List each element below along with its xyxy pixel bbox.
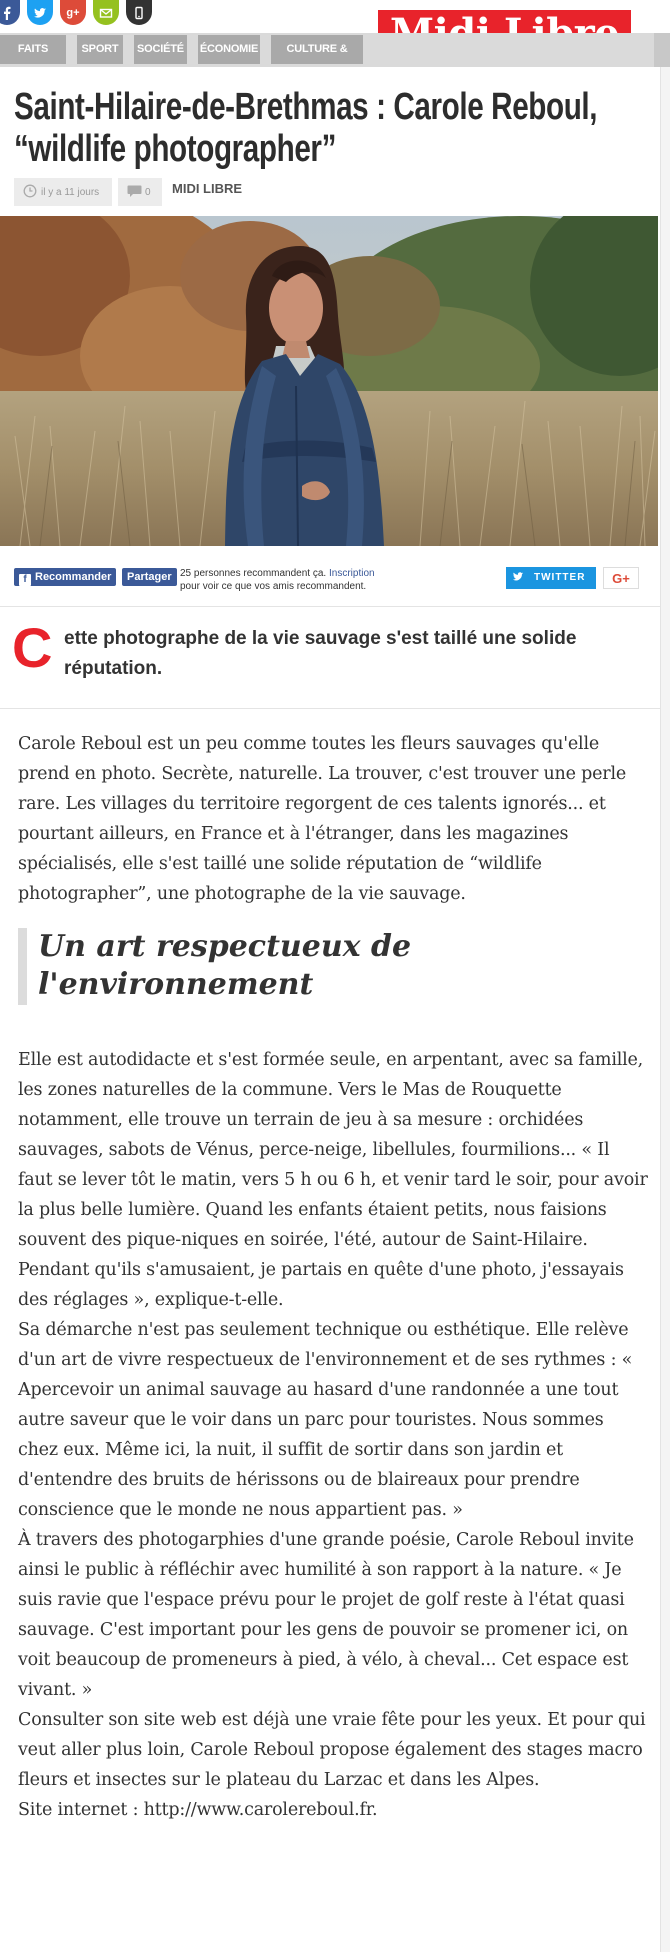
comment-icon <box>127 185 142 200</box>
article-source: MIDI LIBRE <box>172 181 243 196</box>
chapo-dropcap: C <box>12 616 53 679</box>
divider-top <box>0 606 660 607</box>
nav-societe[interactable]: SOCIÉTÉ <box>134 35 187 64</box>
paragraph-1: Carole Reboul est un peu comme toutes les fleurs sauvages qu'elle prend en photo. Secrète, naturelle. La trouver, c'est trouver une perle rare. Les villages du territoire regorgent de ces talents ignorés... et pourtant ailleurs, en France et à l'étranger, dans les magazines spécialisés, elle s'est taillé une solide réputation de “wildlife photographer”, une photographe de la vie sauvage. <box>18 734 627 904</box>
paragraph-5: Consulter son site web est déjà une vraie fête pour les yeux. Et pour qui veut aller plus loin, Carole Reboul propose également des stages macro fleurs et insectes sur le plateau du Larzac et dans les Alpes. <box>18 1710 646 1790</box>
fb-social-text <box>180 567 410 593</box>
page-scroll-edge <box>661 67 670 1952</box>
fb-signup-link[interactable]: Inscription <box>328 568 375 579</box>
divider-bottom <box>0 708 660 709</box>
twitter-icon[interactable] <box>27 0 53 25</box>
paragraph-2: Elle est autodidacte et s'est formée seule, en arpentant, avec sa famille, les zones naturelles de la commune. Vers le Mas de Rouquette notamment, elle trouve un terrain de jeu à sa mesure : orchidées sauvages, sabots de Vénus, perce-neige, libellules, fourmilions... « Il faut se lever tôt le matin, vers 5 h ou 6 h, et venir tard le soir, pour avoir la plus belle lumière. Quand les enfants étaient petits, nous faisions souvent des pique-niques en soirée, l'été, autour de Saint-Hilaire. Pendant qu'ils s'amusaient, je partais en quête d'une photo, j'essayais des réglages », explique-t-elle. <box>18 1050 648 1310</box>
twitter-button-label: TWITTER <box>534 572 586 583</box>
article-photo[interactable] <box>0 216 658 546</box>
article-body-main <box>18 1045 648 1825</box>
fb-count-text-2: pour voir ce que vos amis recommandent. <box>180 581 367 592</box>
paragraph-3: Sa démarche n'est pas seulement technique ou esthétique. Elle relève d'un art de vivre respectueux de l'environnement et de ses rythmes : « Apercevoir un animal sauvage au hasard d'une randonnée a une tout autre saveur que le voir dans un parc pour touristes. Nous sommes chez eux. Même ici, la nuit, il suffit de sortir dans son jardin et d'entendre des bruits de hérissons ou de blaireaux pour prendre conscience que le monde ne nous appartient pas. » <box>18 1320 633 1520</box>
nav-culture-loisirs[interactable]: CULTURE & LOISIRS <box>271 35 363 64</box>
paragraph-4: À travers des photogarphies d'une grande poésie, Carole Reboul invite ainsi le public à réfléchir avec humilité à son rapport à la nature. « Je suis ravie que l'espace prévu pour le projet de golf reste à l'état quasi sauvage. C'est important pour les gens de pouvoir se promener ici, on voit beaucoup de promeneurs à pied, à vélo, à cheval... Cet espace est vivant. » <box>18 1530 634 1700</box>
share-row <box>0 554 660 604</box>
clock-icon <box>23 184 37 201</box>
googleplus-share-button[interactable]: G+ <box>603 567 639 589</box>
paragraph-6: Site internet : http://www.carolereboul.fr. <box>18 1800 378 1820</box>
facebook-icon[interactable] <box>0 0 20 25</box>
twitter-share-button[interactable] <box>506 567 596 589</box>
fb-recommend-button[interactable] <box>14 568 116 586</box>
nav-overflow-edge <box>654 33 670 67</box>
subhead-bar <box>18 928 27 1005</box>
email-icon[interactable] <box>93 0 119 25</box>
article-title: Saint-Hilaire-de-Brethmas : Carole Reboul, “wildlife photographer” <box>14 86 598 170</box>
twitter-small-icon <box>512 569 524 591</box>
fb-count-text: 25 personnes recommandent ça. <box>180 568 327 579</box>
article-chapo: ette photographe de la vie sauvage s'est taillé une solide réputation. <box>64 628 577 679</box>
facebook-small-icon: f <box>19 574 31 586</box>
comments-count-label: 0 <box>145 186 151 198</box>
publish-time <box>14 178 112 206</box>
mobile-icon[interactable] <box>126 0 152 25</box>
main-nav <box>0 33 670 84</box>
article-body-intro <box>18 729 648 909</box>
comments-count[interactable] <box>118 178 162 206</box>
publish-time-label: il y a 11 jours <box>41 186 100 198</box>
article-subhead: Un art respectueux de l'environnement <box>38 929 412 1002</box>
nav-sport[interactable]: SPORT <box>77 35 123 64</box>
fb-recommend-label: Recommander <box>35 571 112 583</box>
googleplus-icon[interactable]: g+ <box>60 0 86 25</box>
nav-faits-divers[interactable]: FAITS DIVERS <box>0 35 66 64</box>
fb-share-button[interactable]: Partager <box>122 568 177 586</box>
nav-economie[interactable]: ÉCONOMIE <box>198 35 260 64</box>
photographer-in-grass-image <box>0 216 658 546</box>
